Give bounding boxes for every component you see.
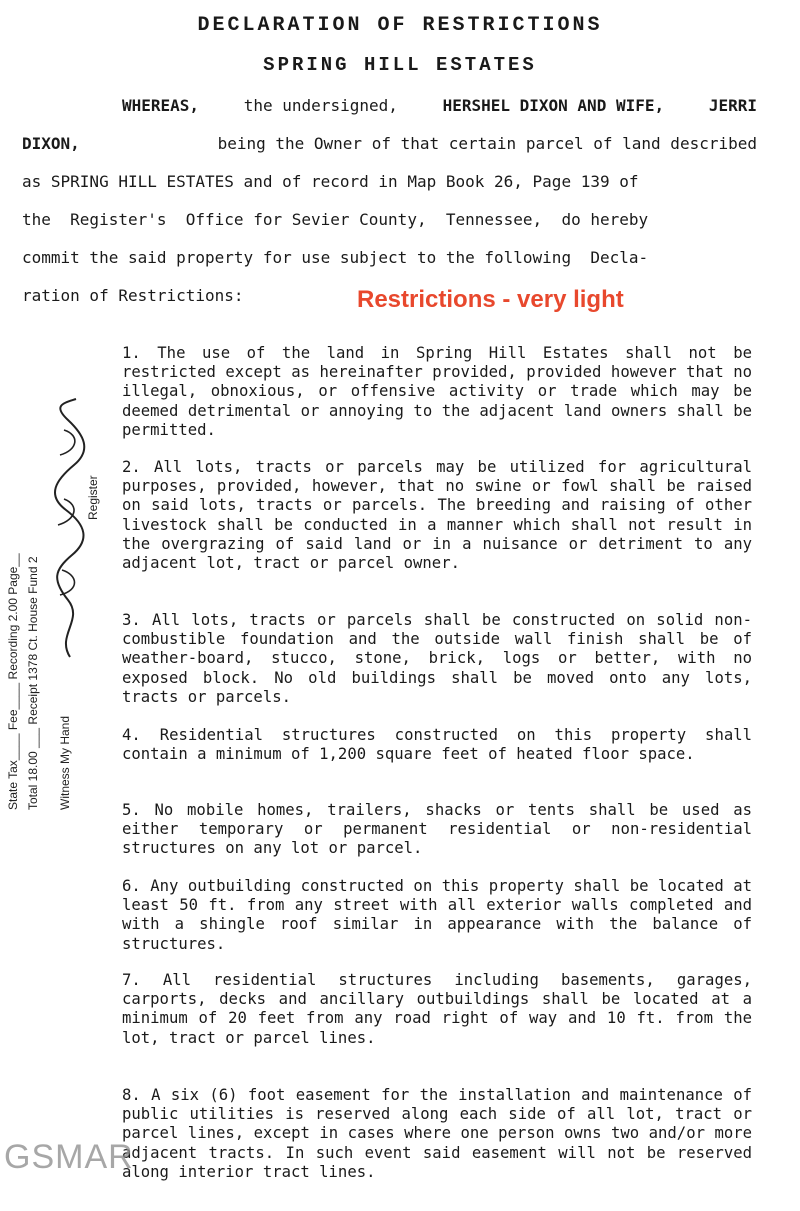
- stamp-line-a: State Tax____ Fee____ Recording 2.00 Page__: [6, 553, 20, 810]
- restriction-4: 4. Residential structures constructed on this property shall contain a minimum of 1,200 square feet of heated floor space.: [122, 726, 752, 764]
- intro-line-4: the Register's Office for Sevier County, Tennessee, do hereby: [22, 210, 649, 229]
- watermark-logo: GSMAR: [4, 1138, 134, 1176]
- intro-owner-name: HERSHEL DIXON AND WIFE,: [442, 96, 665, 115]
- intro-undersigned: the undersigned,: [243, 96, 398, 115]
- intro-line-3: as SPRING HILL ESTATES and of record in Map Book 26, Page 139 of: [22, 172, 639, 191]
- register-signature: [50, 395, 90, 665]
- intro-line-2-rest: being the Owner of that certain parcel of land described: [217, 134, 757, 153]
- document-subtitle: SPRING HILL ESTATES: [263, 54, 537, 76]
- restriction-2: 2. All lots, tracts or parcels may be utilized for agricultural purposes, provided, however, that no swine or fowl shall be raised on said lots, tracts or parcels. The breeding and raising of other livestock shall be conducted in a manner which shall not result in the overgrazing of said land or in a nuisance or detriment to any adjacent lot, tract or parcel owner.: [122, 458, 752, 573]
- intro-dixon: DIXON,: [22, 134, 80, 153]
- restriction-5: 5. No mobile homes, trailers, shacks or tents shall be used as either temporary or permanent residential or non-residential structures on any lot or parcel.: [122, 801, 752, 858]
- intro-line-1: [122, 96, 757, 115]
- restriction-1: 1. The use of the land in Spring Hill Estates shall not be restricted except as hereinafter provided, provided however that no illegal, obnoxious, or offensive activity or trade which may be deemed detrimental or annoying to the adjacent land owners shall be permitted.: [122, 344, 752, 439]
- intro-line-6: ration of Restrictions:: [22, 286, 244, 305]
- intro-wife-name: JERRI: [708, 96, 757, 115]
- restriction-7: 7. All residential structures including basements, garages, carports, decks and ancillary outbuildings shall be located at a minimum of 20 feet from any road right of way and 10 ft. from the lot, tract or parcel lines.: [122, 971, 752, 1047]
- restriction-3: 3. All lots, tracts or parcels shall be constructed on solid non-combustible foundation and the outside wall finish shall be of weather-board, stucco, stone, brick, logs or better, with no exposed block. No old buildings shall be moved onto any lots, tracts or parcels.: [122, 611, 752, 706]
- intro-line-2: [22, 134, 757, 153]
- stamp-line-c: Witness My Hand: [58, 715, 72, 810]
- intro-line-5: commit the said property for use subject to the following Decla-: [22, 248, 649, 267]
- stamp-line-d: Register: [86, 475, 100, 520]
- restriction-8: 8. A six (6) foot easement for the installation and maintenance of public utilities is reserved along each side of all lot, tract or parcel lines, except in cases where one person owns two and/or more adjacent tracts. In such event said easement will not be reserved along interior tract lines.: [122, 1086, 752, 1181]
- overlay-note: Restrictions - very light: [357, 286, 624, 313]
- restriction-6: 6. Any outbuilding constructed on this property shall be located at least 50 ft. from any street with all exterior walls completed and with a shingle roof similar in appearance with the balance of structures.: [122, 877, 752, 953]
- stamp-line-b: Total 18.00 ___ Receipt 1378 Ct. House Fund 2: [26, 556, 40, 810]
- intro-whereas: WHEREAS,: [122, 96, 200, 115]
- document-title: DECLARATION OF RESTRICTIONS: [197, 14, 603, 37]
